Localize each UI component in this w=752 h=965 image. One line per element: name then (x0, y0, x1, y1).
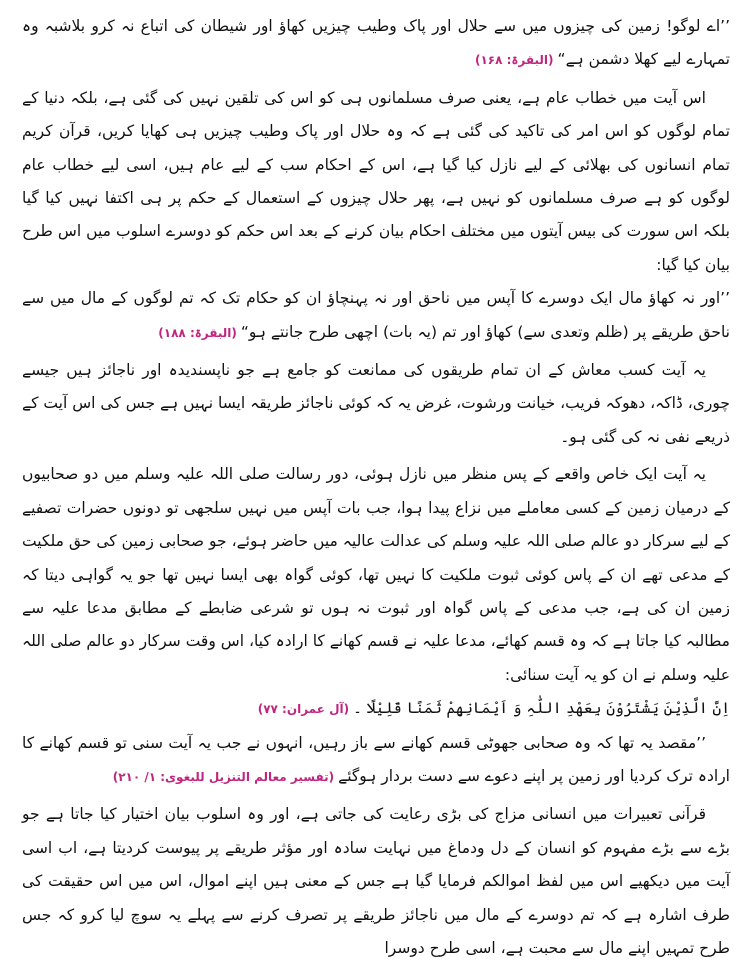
quote-baqarah-168 (22, 10, 730, 78)
paragraph-text: یہ آیت ایک خاص واقعے کے پس منظر میں نازل ہوئی، دور رسالت صلی اللہ علیہ وسلم میں دو صحابیوں کے درمیان زمین کے کسی معاملے میں نزاع پیدا ہوا، جب بات آپس میں نہیں سلجھی تو دونوں حضرات تصفیے کے لیے سرکار دو عالم صلی اللہ علیہ وسلم کی عدالت عالیہ میں حاضر ہوئے، جو صحابی زمین کی حق ملکیت کے مدعی تھے ان کے پاس کوئی ثبوت ملکیت کا نہیں تھا، کوئی گواہ بھی ایسا نہیں تھا جو یہ گواہی دیتا کہ زمین ان کی ہے، جب مدعی کے پاس گواہ اور ثبوت نہ ہوں تو شرعی ضابطے کے مطابق مدعا علیہ سے مطالبہ کیا جاتا ہے کہ وہ قسم کھائے، مدعا علیہ نے قسم کھانے کا ارادہ کیا، اس وقت سرکار دو عالم صلی اللہ علیہ وسلم نے ان کو یہ آیت سنائی: (22, 465, 730, 684)
paragraph-text: یہ آیت کسب معاش کے ان تمام طریقوں کی ممانعت کو جامع ہے جو ناپسندیدہ اور ناجائز ہیں جیسے چوری، ڈاکہ، دھوکہ فریب، خیانت ورشوت، غرض یہ کہ کوئی ناجائز طریقہ ایسا نہیں ہے جس کی اس آیت کے ذریعے نفی نہ کی گئی ہو۔ (22, 361, 730, 446)
paragraph-text: قرآنی تعبیرات میں انسانی مزاج کی بڑی رعایت کی جاتی ہے، اور وہ اسلوب بیان اختیار کیا جاتا ہے جو بڑے سے بڑے مفہوم کو انسان کے دل ودماغ میں نہایت سادہ اور مؤثر طریقے پر پیوست کردیتا ہے، اب اسی آیت میں دیکھیے اس میں لفظ اموالکم فرمایا گیا ہے جس کے معنی ہیں اپنے اموال، اس میں اس حقیقت کی طرف اشارہ ہے کہ تم دوسرے کے مال میں ناجائز طریقے پر تصرف کرنے سے پہلے یہ سوچ لیا کرو کہ جس طرح تمہیں اپنے مال سے محبت ہے، اسی طرح دوسرا (22, 805, 730, 957)
verse-reference: (البقرۃ: ۱۸۸) (158, 325, 237, 340)
tafsir-reference: (تفسیر معالم التنزیل للبغوی: ۱/ ۲۱۰) (112, 769, 335, 784)
quote-tafsir-baghawi (22, 727, 730, 795)
verse-reference: (البقرۃ: ۱۶۸) (474, 53, 554, 68)
paragraph-text: ’’مقصد یہ تھا کہ وہ صحابی جھوٹی قسم کھانے سے باز رہیں، انہوں نے جب یہ آیت سنی تو قسم کھانے کا ارادہ ترک کردیا اور زمین پر اپنے دعوے سے دست بردار ہوگئے (22, 733, 730, 785)
paragraph-revelation-context (22, 458, 730, 692)
paragraph-text: ’’اور نہ کھاؤ مال ایک دوسرے کا آپس میں ناحق اور نہ پہنچاؤ ان کو حکام تک کہ تم لوگوں کے مال میں سے ناحق طریقے پر (ظلم وتعدی سے) کھاؤ اور تم (یہ بات) اچھی طرح جانتے ہو“ (22, 289, 730, 341)
paragraph-text: اس آیت میں خطاب عام ہے، یعنی صرف مسلمانوں ہی کو اس کی تلقین نہیں کی گئی ہے، بلکہ دنیا کے تمام لوگوں کو اس امر کی تاکید کی گئی ہے کہ وہ حلال اور پاک وطیب چیزیں ہی کھایا کریں، قرآن کریم تمام انسانوں کی بھلائی کے لیے نازل کیا گیا ہے، اس کے احکام سب کے لیے عام ہیں، اسی لیے خطاب عام لوگوں کو ہے صرف مسلمانوں کو نہیں ہے، پھر حلال چیزوں کے استعمال کے حکم پر ہی اکتفا نہیں کیا گیا بلکہ اس سورت کی بیس آیتوں میں مختلف احکام بیان کرنے کے بعد اس حکم کو دوسرے اسلوب میں اس طرح بیان کیا گیا: (22, 88, 730, 274)
quote-al-imran-77 (22, 692, 730, 726)
paragraph-general-address (22, 82, 730, 282)
paragraph-prohibition (22, 354, 730, 454)
paragraph-text: ’’اے لوگو! زمین کی چیزوں میں سے حلال اور پاک وطیب چیزیں کھاؤ اور شیطان کی اتباع نہ کرو بلاشبہ وہ تمہارے لیے کھلا دشمن ہے“ (22, 17, 730, 69)
verse-reference: (آل عمران: ۷۷) (257, 702, 350, 717)
arabic-verse: اِنَّ الَّذِیْنَ یَشْتَرُوْنَ بِعَھْدِ اللّٰہِ وَ اَیْمَانِھِمْ ثَمَنًا قَلِیْلًا ۔ (353, 699, 730, 718)
quote-baqarah-188 (22, 282, 730, 350)
paragraph-quranic-style (22, 798, 730, 965)
